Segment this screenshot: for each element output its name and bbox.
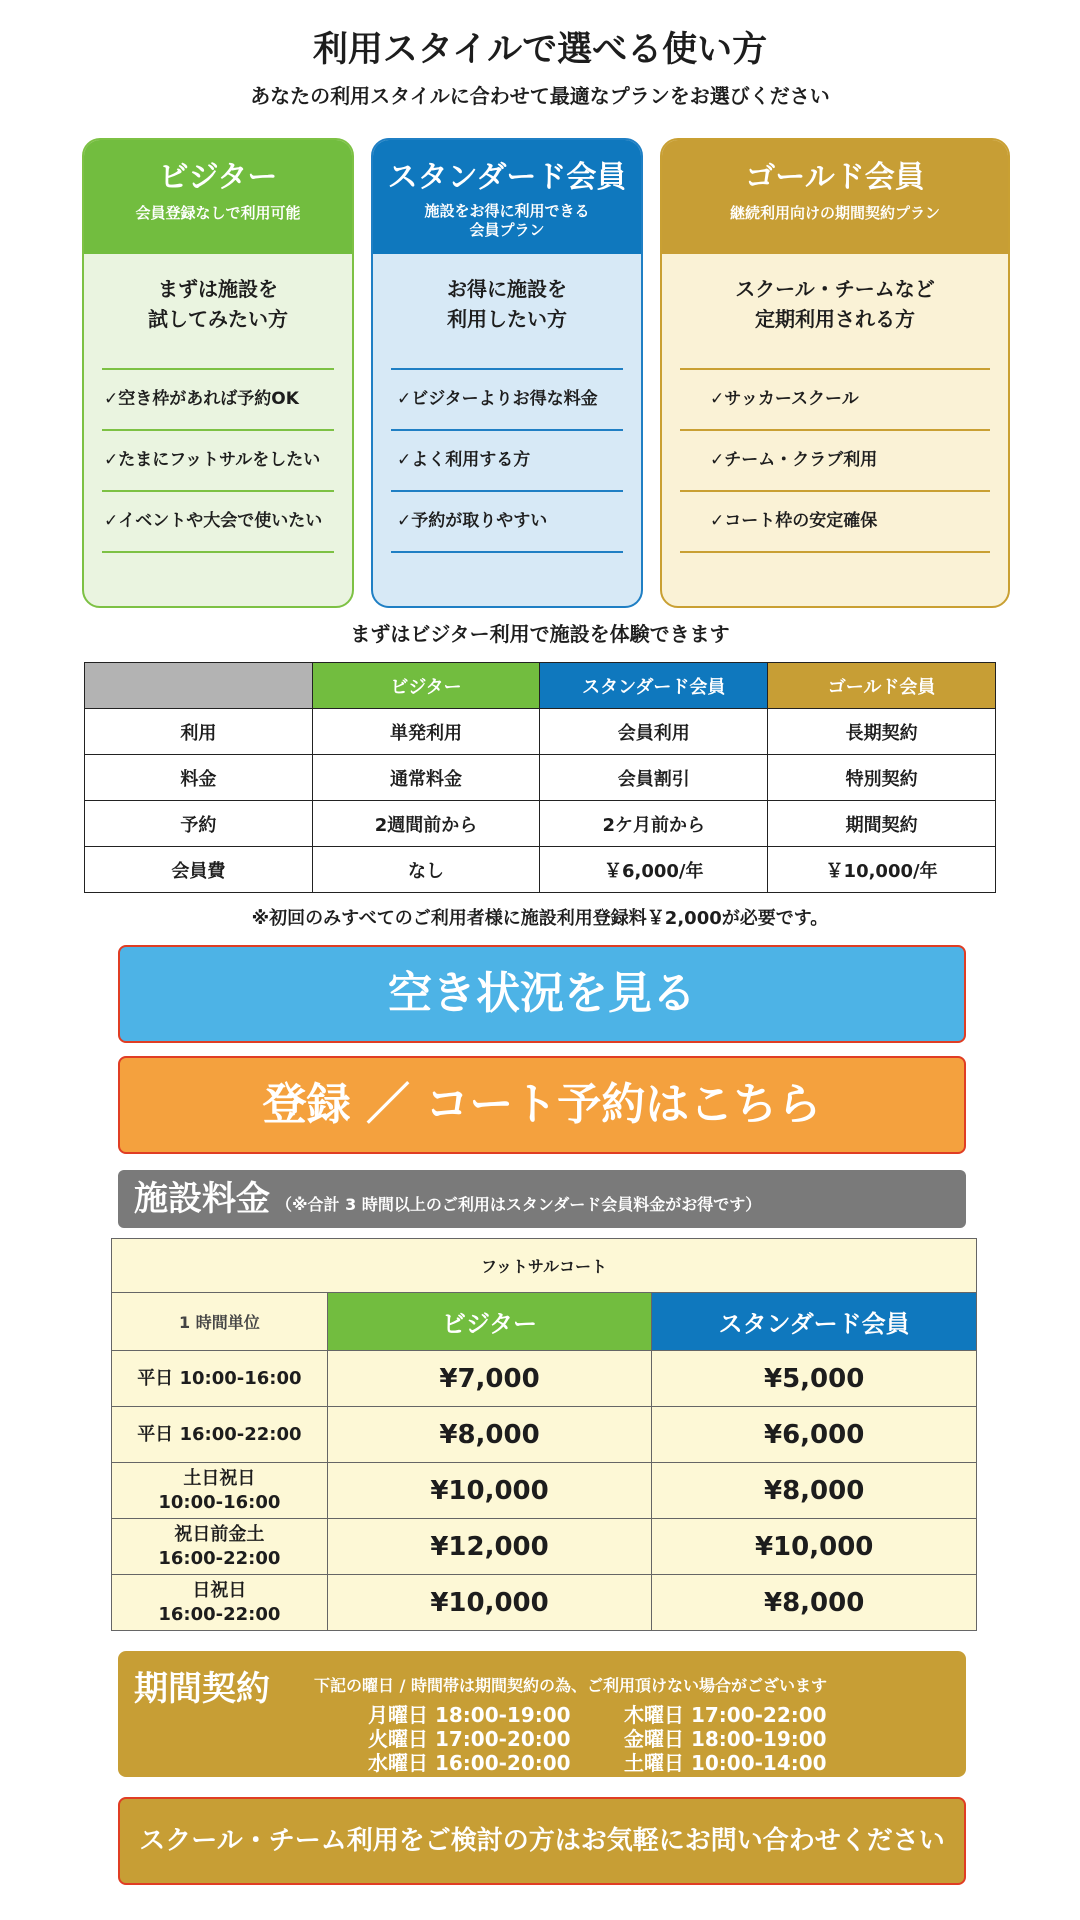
fee-section-note: （※合計 3 時間以上のご利用はスタンダード会員料金がお得です） (276, 1195, 762, 1214)
term-contract-panel (118, 1651, 966, 1777)
table-header-cell (85, 663, 313, 709)
time-slot-line: 土日祝日 (183, 1467, 256, 1489)
page-title: 利用スタイルで選べる使い方 (312, 30, 768, 70)
time-slot-cell (112, 1407, 328, 1463)
plan-description-line: 会員登録なしで利用可能 (135, 204, 301, 222)
table-cell: 予約 (85, 801, 313, 847)
price-cell: ¥12,000 (327, 1519, 652, 1575)
price-cell: ¥5,000 (652, 1351, 977, 1407)
table-cell: 長期契約 (768, 709, 996, 755)
plan-target-line: お得に施設を (447, 277, 567, 301)
plan-card-header (373, 140, 641, 254)
table-cell: 会員割引 (540, 755, 768, 801)
table-cell: ￥10,000/年 (768, 847, 996, 893)
table-header-cell: ビジター (312, 663, 540, 709)
table-cell: 2週間前から (312, 801, 540, 847)
plan-check-item: ✓空き枠があれば予約OK (102, 370, 334, 431)
table-cell: 通常料金 (312, 755, 540, 801)
term-contract-note: 下記の曜日 / 時間帯は期間契約の為、ご利用頂けない場合がございます (314, 1676, 827, 1695)
comparison-title: まずはビジター利用で施設を体験できます (350, 622, 730, 646)
plan-name: ゴールド会員 (745, 160, 925, 195)
plan-description-line: 継続利用向けの期間契約プラン (729, 204, 940, 222)
contract-time-slot: 木曜日 17:00-22:00 (624, 1703, 827, 1727)
price-cell: ¥8,000 (652, 1463, 977, 1519)
time-slot-line: 日祝日 (192, 1579, 247, 1601)
table-row (112, 1407, 977, 1463)
plan-check-item: ✓イベントや大会で使いたい (102, 492, 334, 553)
time-slot-line: 10:00-16:00 (158, 1491, 281, 1513)
register-reserve-button[interactable]: 登録 ／ コート予約はこちら (118, 1056, 966, 1154)
term-contract-title: 期間契約 (134, 1669, 270, 1709)
plan-description (84, 204, 352, 223)
plan-description-line: 施設をお得に利用できる (424, 202, 590, 220)
price-cell: ¥7,000 (327, 1351, 652, 1407)
plan-check-item: ✓サッカースクール (680, 370, 990, 431)
fee-table-caption-row (112, 1239, 977, 1293)
table-header-cell: ゴールド会員 (768, 663, 996, 709)
plan-card-gold (660, 138, 1010, 608)
registration-fee-note: ※初回のみすべてのご利用者様に施設利用登録料￥2,000が必要です。 (251, 908, 829, 929)
term-contract-times (368, 1703, 928, 1775)
table-header-row (112, 1293, 977, 1351)
plan-card-header (662, 140, 1008, 254)
plan-target-line: スクール・チームなど (735, 277, 935, 301)
availability-button[interactable]: 空き状況を見る (118, 945, 966, 1043)
plan-target-line: 定期利用される方 (755, 307, 915, 331)
plan-card-body (84, 254, 352, 553)
table-row (85, 847, 996, 893)
time-slot-cell (112, 1351, 328, 1407)
table-cell: ￥6,000/年 (540, 847, 768, 893)
plan-name: ビジター (158, 160, 278, 195)
plan-target (680, 254, 990, 370)
plan-target (102, 254, 334, 370)
plan-card-visitor (82, 138, 354, 608)
price-cell: ¥10,000 (652, 1519, 977, 1575)
contract-time-slot: 水曜日 16:00-20:00 (368, 1751, 571, 1775)
price-cell: ¥6,000 (652, 1407, 977, 1463)
page-subtitle: あなたの利用スタイルに合わせて最適なプランをお選びください (250, 84, 830, 108)
time-slot-line: 16:00-22:00 (158, 1547, 281, 1569)
table-row (85, 801, 996, 847)
fee-table (111, 1238, 977, 1631)
inquiry-button[interactable]: スクール・チーム利用をご検討の方はお気軽にお問い合わせください (118, 1797, 966, 1885)
contract-time-slot: 土曜日 10:00-14:00 (624, 1751, 827, 1775)
time-slot-line: 16:00-22:00 (158, 1603, 281, 1625)
plan-description (662, 204, 1008, 223)
time-slot-cell (112, 1519, 328, 1575)
contract-time-slot: 金曜日 18:00-19:00 (624, 1727, 827, 1751)
plan-description (373, 202, 641, 240)
table-header-cell: スタンダード会員 (652, 1293, 977, 1351)
contract-time-slot: 月曜日 18:00-19:00 (368, 1703, 571, 1727)
table-cell: 期間契約 (768, 801, 996, 847)
price-cell: ¥8,000 (327, 1407, 652, 1463)
table-row (112, 1575, 977, 1631)
plan-check-item: ✓よく利用する方 (391, 431, 623, 492)
table-cell: 料金 (85, 755, 313, 801)
table-row (112, 1519, 977, 1575)
contract-time-slot: 火曜日 17:00-20:00 (368, 1727, 571, 1751)
time-slot-line: 祝日前金土 (174, 1523, 265, 1545)
fee-section-title: 施設料金 (134, 1179, 270, 1219)
plan-card-body (373, 254, 641, 553)
plan-check-item: ✓予約が取りやすい (391, 492, 623, 553)
table-header-cell: スタンダード会員 (540, 663, 768, 709)
table-cell: 特別契約 (768, 755, 996, 801)
fee-table-caption: フットサルコート (112, 1239, 977, 1293)
table-cell: 会員費 (85, 847, 313, 893)
plan-check-item: ✓チーム・クラブ利用 (680, 431, 990, 492)
plan-target-line: 試してみたい方 (148, 307, 288, 331)
plan-target-line: 利用したい方 (447, 307, 567, 331)
time-slot-line: 平日 10:00-16:00 (137, 1367, 302, 1389)
plan-check-item: ✓コート枠の安定確保 (680, 492, 990, 553)
fee-section-header (118, 1170, 966, 1228)
plan-card-body (662, 254, 1008, 553)
table-header-cell: 1 時間単位 (112, 1293, 328, 1351)
table-cell: 単発利用 (312, 709, 540, 755)
time-slot-cell (112, 1463, 328, 1519)
plan-card-header (84, 140, 352, 254)
price-cell: ¥10,000 (327, 1575, 652, 1631)
time-slot-cell (112, 1575, 328, 1631)
plan-name: スタンダード会員 (387, 160, 627, 195)
comparison-table (84, 662, 996, 893)
plan-check-item: ✓たまにフットサルをしたい (102, 431, 334, 492)
price-cell: ¥10,000 (327, 1463, 652, 1519)
table-cell: 利用 (85, 709, 313, 755)
table-row (112, 1463, 977, 1519)
table-header-row (85, 663, 996, 709)
table-header-cell: ビジター (327, 1293, 652, 1351)
table-cell: 会員利用 (540, 709, 768, 755)
plan-description-line: 会員プラン (469, 221, 545, 239)
plan-target-line: まずは施設を (158, 277, 278, 301)
table-cell: なし (312, 847, 540, 893)
price-cell: ¥8,000 (652, 1575, 977, 1631)
plan-target (391, 254, 623, 370)
table-cell: 2ケ月前から (540, 801, 768, 847)
table-row (85, 755, 996, 801)
time-slot-line: 平日 16:00-22:00 (137, 1423, 302, 1445)
plan-card-standard (371, 138, 643, 608)
table-row (112, 1351, 977, 1407)
table-row (85, 709, 996, 755)
plan-check-item: ✓ビジターよりお得な料金 (391, 370, 623, 431)
